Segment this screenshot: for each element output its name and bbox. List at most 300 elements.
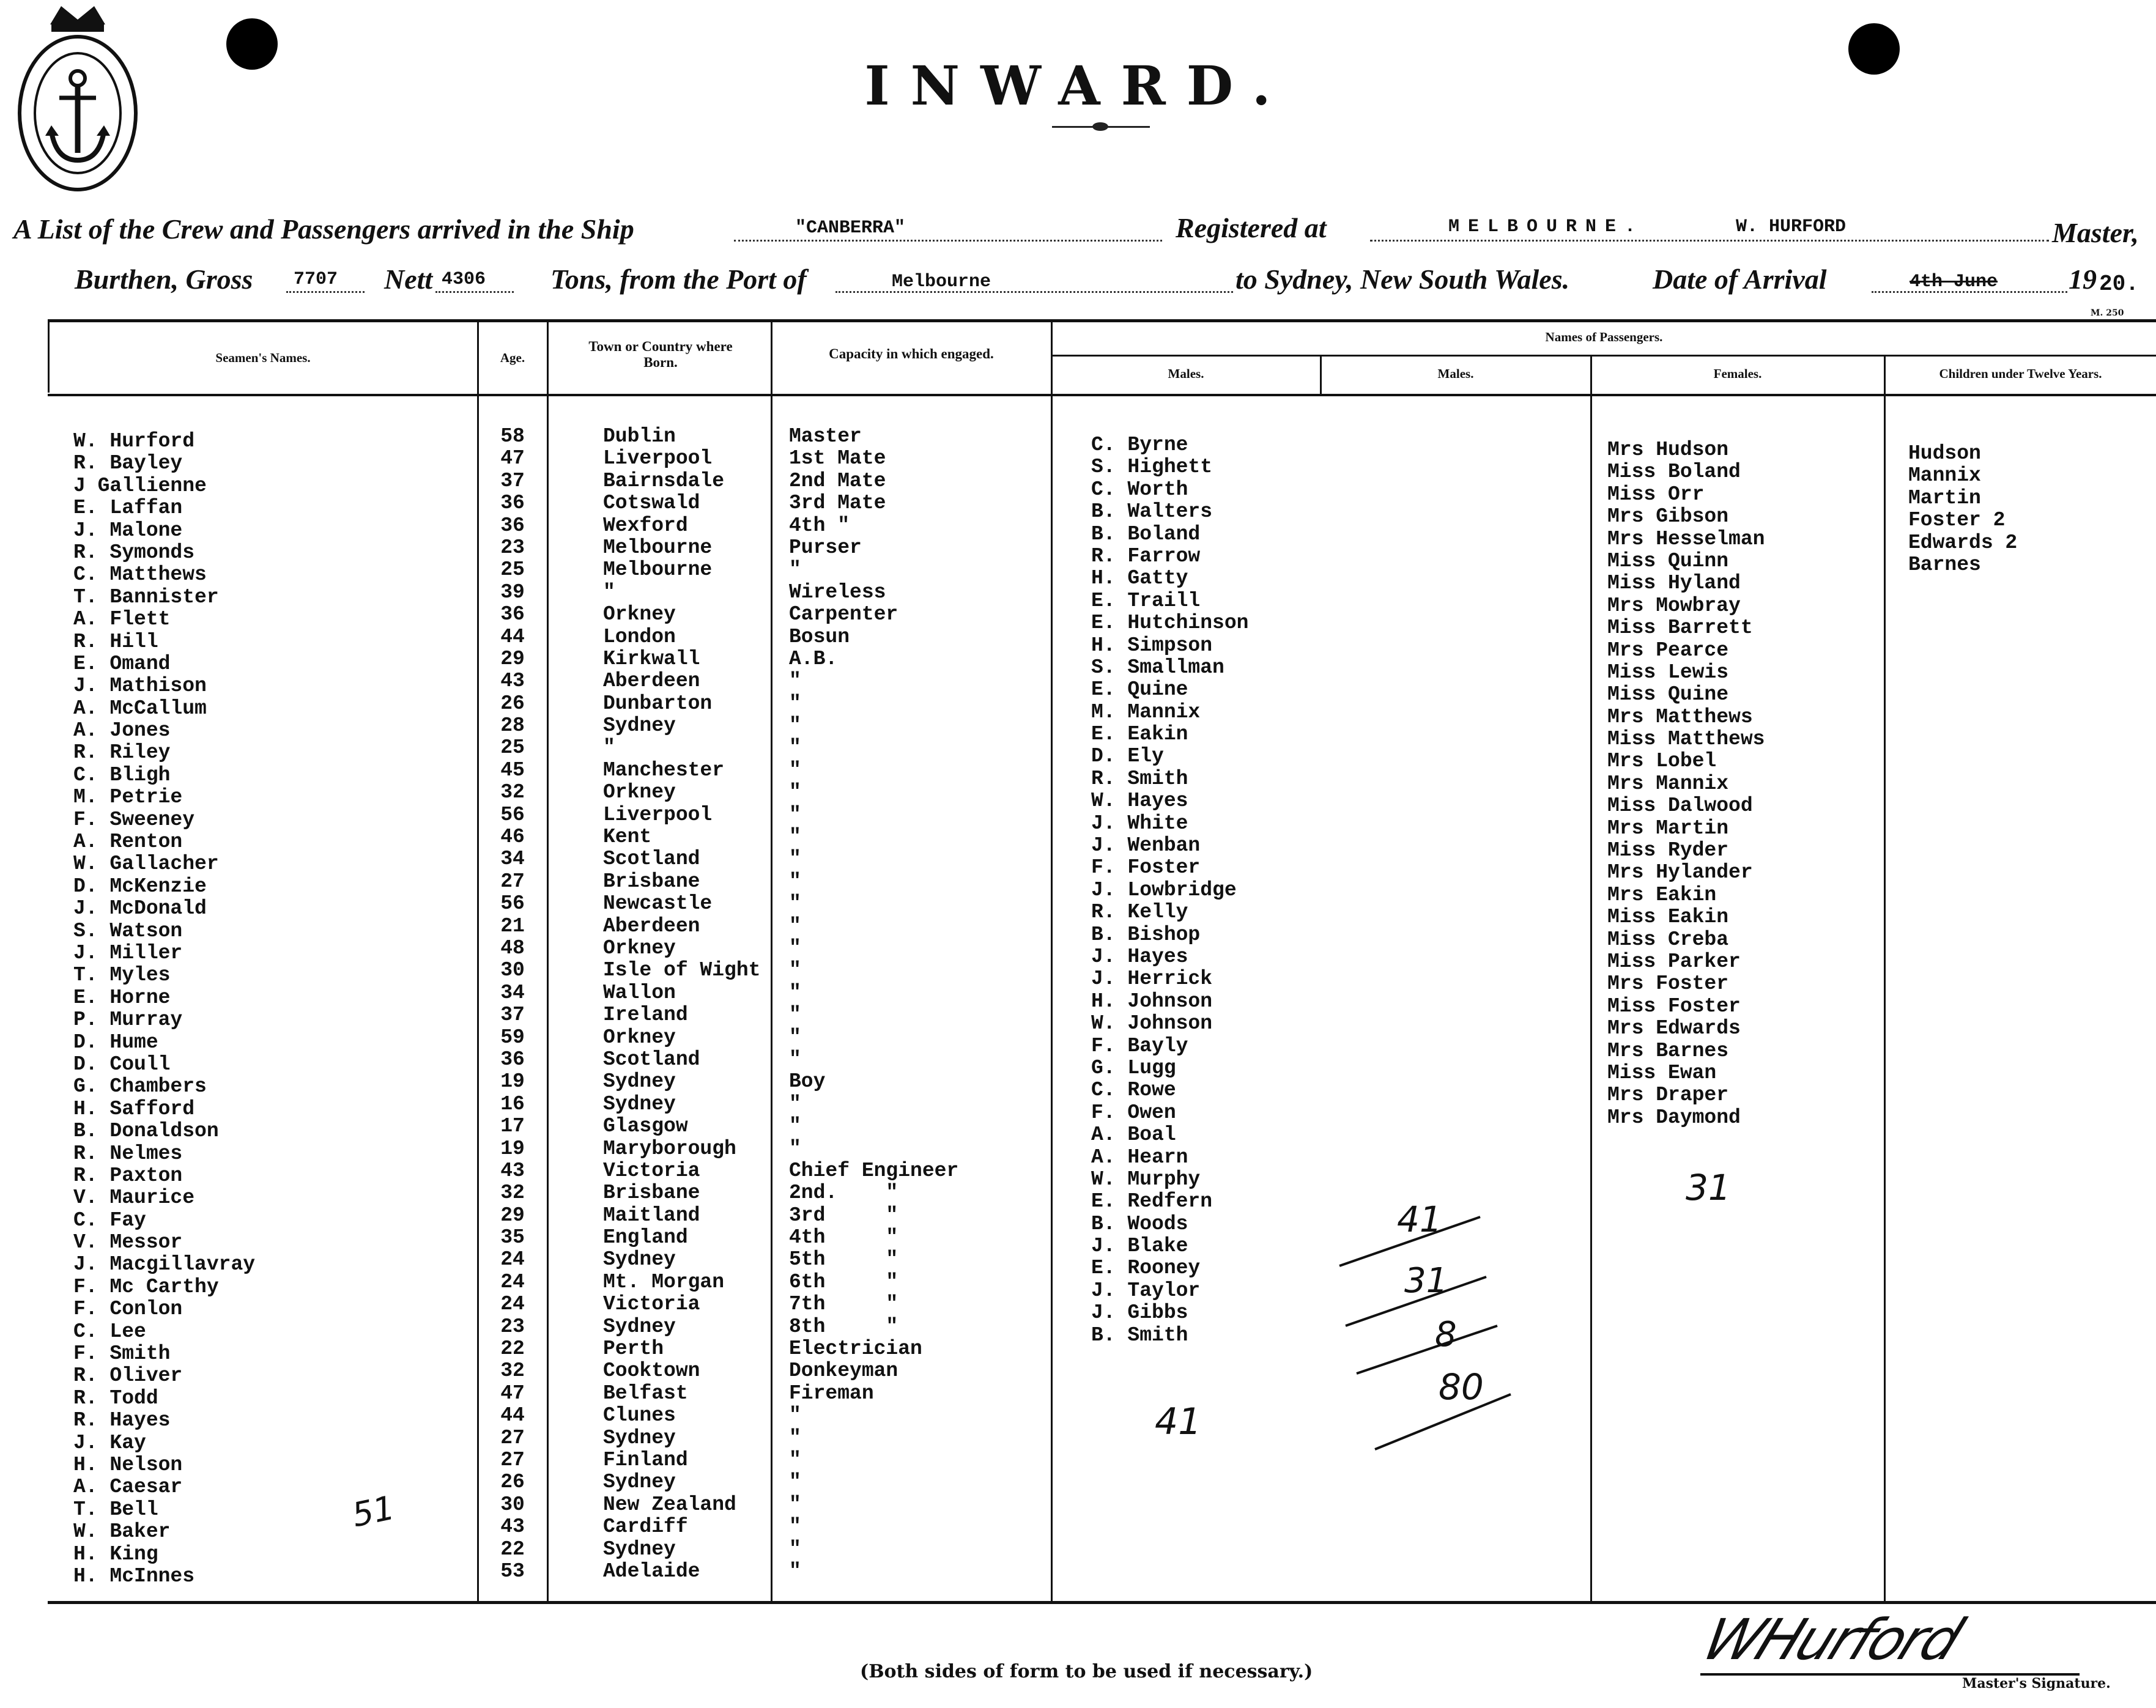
crew-capacity: " [789, 914, 801, 937]
crew-age: 23 [500, 1315, 525, 1338]
crew-birthplace: Sydney [603, 714, 676, 738]
male-passenger: J. Lowbridge [1091, 878, 1237, 901]
crew-birthplace: Orkney [603, 781, 676, 804]
female-passengers-column [1607, 439, 1765, 1129]
male-passenger: H. Simpson [1091, 634, 1213, 657]
capacity-header: Capacity in which engaged. [829, 346, 994, 361]
crew-age: 35 [500, 1226, 525, 1249]
female-passenger: Mrs Matthews [1607, 705, 1753, 728]
crew-name: T. Bell [73, 1498, 158, 1521]
male-passenger: E. Rooney [1091, 1257, 1201, 1280]
female-passenger: Miss Barrett [1607, 616, 1753, 640]
female-passenger: Mrs Lobel [1607, 750, 1717, 773]
crew-name: C. Matthews [73, 563, 207, 586]
crew-capacity: Chief Engineer [789, 1159, 959, 1182]
child-passenger: Mannix [1908, 464, 1981, 487]
males-header-2: Males. [1437, 366, 1474, 381]
child-passenger: Foster 2 [1908, 509, 2006, 532]
crew-capacity: " [789, 803, 801, 826]
born-header: Town or Country where Born. [588, 339, 733, 370]
crew-name: W. Hurford [73, 430, 195, 453]
crew-capacity: " [789, 781, 801, 804]
crew-birthplace: Adelaide [603, 1559, 700, 1583]
crew-name: R. Paxton [73, 1164, 183, 1187]
child-passenger: Hudson [1908, 442, 1981, 465]
crew-birthplace: Kirkwall [603, 647, 700, 670]
crew-birthplace: Sydney [603, 1092, 676, 1115]
crew-age: 17 [500, 1115, 525, 1138]
crew-capacity: Carpenter [789, 603, 898, 626]
male-passenger: E. Quine [1091, 678, 1188, 701]
crew-capacity: Fireman [789, 1381, 874, 1405]
crew-birthplace: Sydney [603, 1248, 676, 1271]
female-passenger: Mrs Hesselman [1607, 527, 1765, 550]
crew-name: W. Baker [73, 1520, 171, 1543]
table-top-rule [48, 319, 2156, 322]
crew-ages-column [478, 426, 547, 1583]
crew-capacity: Bosun [789, 625, 850, 648]
male-passenger: F. Bayly [1091, 1034, 1188, 1057]
crew-name: R. Hayes [73, 1409, 171, 1432]
crew-name: T. Myles [73, 964, 171, 987]
male-passenger: J. Blake [1091, 1235, 1188, 1258]
male-passenger: R. Farrow [1091, 544, 1201, 567]
burthen-label: Burthen, Gross [75, 264, 253, 295]
year-suffix: 20. [2099, 272, 2139, 297]
female-passenger: Mrs Edwards [1607, 1017, 1741, 1040]
crew-capacity: A.B. [789, 647, 838, 670]
crew-birthplace: Orkney [603, 1026, 676, 1049]
crew-birthplace: Scotland [603, 1048, 700, 1071]
crew-birthplace: " [603, 580, 615, 604]
male-passenger: H. Gatty [1091, 567, 1188, 590]
male-passengers-column [1091, 434, 1248, 1347]
female-passenger: Miss Creba [1607, 928, 1729, 951]
crew-birthplace: Victoria [603, 1159, 700, 1182]
crew-capacity: " [789, 1493, 801, 1516]
crew-birthplace: Ireland [603, 1004, 688, 1027]
crew-name: A. Renton [73, 830, 183, 854]
male-passenger: R. Smith [1091, 767, 1188, 790]
male-passenger: F. Owen [1091, 1101, 1176, 1124]
female-passenger: Miss Parker [1607, 950, 1741, 973]
female-passenger: Mrs Daymond [1607, 1106, 1741, 1129]
crew-capacity: " [789, 558, 801, 582]
crew-capacity: " [789, 1004, 801, 1027]
crew-birthplace: Victoria [603, 1293, 700, 1316]
crew-name: F. Sweeney [73, 808, 195, 831]
female-passenger: Miss Lewis [1607, 660, 1729, 684]
crew-name: F. Smith [73, 1342, 171, 1366]
crew-birthplace: Belfast [603, 1381, 688, 1405]
female-passenger: Mrs Barnes [1607, 1039, 1729, 1062]
crew-capacity: " [789, 848, 801, 871]
crew-capacity: " [789, 826, 801, 849]
crew-age: 27 [500, 870, 525, 893]
male-passenger: W. Hayes [1091, 789, 1188, 813]
male-passenger: G. Lugg [1091, 1056, 1176, 1079]
female-passenger: Mrs Hudson [1607, 438, 1729, 461]
crew-age: 36 [500, 492, 525, 515]
crew-capacity: " [789, 714, 801, 738]
male-passenger: W. Johnson [1091, 1012, 1213, 1035]
ship-name: "CANBERRA" [795, 218, 906, 238]
crew-age: 43 [500, 1159, 525, 1182]
crew-age: 47 [500, 447, 525, 470]
tally-4: 80 [1439, 1366, 1484, 1408]
male-passenger: C. Byrne [1091, 434, 1188, 456]
crew-name: R. Hill [73, 630, 158, 653]
registered-label: Registered at [1176, 212, 1327, 243]
crew-birthplace: Maitland [603, 1203, 700, 1227]
male-passenger: J. Gibbs [1091, 1301, 1188, 1325]
crew-birthplace: Finland [603, 1448, 688, 1471]
female-passenger: Miss Orr [1607, 482, 1705, 506]
crew-capacity: Purser [789, 536, 862, 559]
crew-total-note: 51 [349, 1488, 398, 1535]
crew-name: R. Nelmes [73, 1142, 183, 1165]
crew-capacity: " [789, 870, 801, 893]
crew-name: C. Bligh [73, 763, 171, 786]
crew-capacity: 2nd. " [789, 1181, 898, 1205]
crew-name: H. McInnes [73, 1564, 195, 1588]
child-passenger: Martin [1908, 486, 1981, 509]
crew-birthplace: Sydney [603, 1471, 676, 1494]
crew-name: F. Conlon [73, 1298, 183, 1321]
crew-capacity: 4th " [789, 514, 850, 537]
crew-age: 53 [500, 1559, 525, 1583]
male-passenger: B. Smith [1091, 1323, 1188, 1347]
crew-capacity: Wireless [789, 580, 886, 604]
crew-age: 30 [500, 1493, 525, 1516]
crew-birthplace: Sydney [603, 1426, 676, 1449]
male-passenger: B. Boland [1091, 522, 1201, 545]
footer-note: (Both sides of form to be used if necessary.) [860, 1661, 1313, 1682]
crew-age: 19 [500, 1137, 525, 1160]
crew-birthplace: Orkney [603, 603, 676, 626]
child-passenger: Barnes [1908, 553, 1981, 576]
female-passenger: Mrs Gibson [1607, 505, 1729, 528]
crew-age: 25 [500, 736, 525, 760]
crew-capacity: 3rd Mate [789, 492, 886, 515]
crew-birthplace: " [603, 736, 615, 760]
crew-birthplace: Aberdeen [603, 670, 700, 693]
crew-name: E. Omand [73, 652, 171, 675]
children-header: Children under Twelve Years. [1939, 366, 2102, 381]
crew-name: B. Donaldson [73, 1120, 219, 1143]
crew-age: 32 [500, 781, 525, 804]
child-passenger: Edwards 2 [1908, 531, 2018, 554]
crew-name: A. McCallum [73, 697, 207, 720]
female-passenger: Miss Quinn [1607, 549, 1729, 572]
crew-age: 29 [500, 647, 525, 670]
col-divider-4 [771, 319, 772, 1602]
crew-capacity: 3rd " [789, 1203, 898, 1227]
nett-tons: 4306 [442, 269, 486, 290]
male-passenger: E. Eakin [1091, 723, 1188, 746]
crew-age: 59 [500, 1026, 525, 1049]
crew-age: 16 [500, 1092, 525, 1115]
crew-birthplace: Orkney [603, 936, 676, 959]
crew-name: E. Laffan [73, 497, 183, 520]
crew-age: 34 [500, 981, 525, 1004]
gross-line [286, 291, 365, 293]
crew-birthplace: London [603, 625, 676, 648]
male-passenger: M. Mannix [1091, 700, 1201, 723]
crew-name: H. King [73, 1542, 158, 1566]
tally-3: 8 [1435, 1315, 1457, 1355]
crew-name: J. Miller [73, 941, 183, 964]
crew-age: 45 [500, 758, 525, 782]
crew-age: 37 [500, 469, 525, 492]
crew-age: 29 [500, 1203, 525, 1227]
crew-birthplace: Sydney [603, 1315, 676, 1338]
crew-name: C. Fay [73, 1208, 146, 1232]
crew-age: 56 [500, 892, 525, 915]
form-number: M. 250 [2091, 308, 2124, 318]
crew-age: 26 [500, 1471, 525, 1494]
crew-birthplace: Brisbane [603, 870, 700, 893]
crew-birthplace: Isle of Wight [603, 959, 761, 982]
age-header: Age. [500, 350, 525, 365]
female-passenger: Miss Foster [1607, 994, 1741, 1018]
crew-age: 30 [500, 959, 525, 982]
crew-name: J Gallienne [73, 474, 207, 497]
page-title: INWARD. [864, 54, 1292, 117]
crew-capacity: Donkeyman [789, 1359, 898, 1383]
crew-birthplace: Manchester [603, 758, 725, 782]
col-divider-7 [1590, 356, 1592, 1602]
crew-name: J. Malone [73, 519, 183, 542]
crew-names-column [73, 431, 255, 1588]
crew-age: 23 [500, 536, 525, 559]
col-divider-5 [1051, 319, 1053, 1602]
crew-capacity: " [789, 736, 801, 760]
crew-name: D. Hume [73, 1030, 158, 1054]
crew-capacity: 7th " [789, 1293, 898, 1316]
crew-birthplace: Sydney [603, 1537, 676, 1561]
crew-birthplace: Mt. Morgan [603, 1270, 725, 1293]
crew-capacity: " [789, 1537, 801, 1561]
crew-age: 34 [500, 848, 525, 871]
crew-age: 39 [500, 580, 525, 604]
crew-age: 22 [500, 1337, 525, 1361]
male-passenger: C. Rowe [1091, 1079, 1176, 1102]
crew-capacity: " [789, 692, 801, 715]
crew-name: E. Horne [73, 986, 171, 1009]
female-passenger: Miss Hyland [1607, 572, 1741, 595]
crew-name: J. Mathison [73, 675, 207, 698]
crew-birthplace: Scotland [603, 848, 700, 871]
crew-birthplace: Brisbane [603, 1181, 700, 1205]
nett-label: Nett [384, 264, 433, 295]
crew-age: 27 [500, 1448, 525, 1471]
crew-birthplace: Cardiff [603, 1515, 688, 1539]
crew-capacity: " [789, 1115, 801, 1138]
crew-birthplace: Glasgow [603, 1115, 688, 1138]
crew-birthplace: Cooktown [603, 1359, 700, 1383]
male-passenger: E. Redfern [1091, 1190, 1213, 1213]
female-passenger: Miss Matthews [1607, 728, 1765, 751]
master-name: W. HURFORD [1736, 216, 1847, 237]
crew-capacity: " [789, 1448, 801, 1471]
crew-name: R. Symonds [73, 541, 195, 564]
crew-capacity: Boy [789, 1070, 826, 1093]
female-passenger: Miss Dalwood [1607, 794, 1753, 818]
crew-age: 37 [500, 1004, 525, 1027]
crew-birthplace: Clunes [603, 1404, 676, 1427]
line1-prefix: A List of the Crew and Passengers arrived in the Ship [13, 213, 634, 245]
crew-capacity: " [789, 1515, 801, 1539]
female-passenger: Miss Quine [1607, 683, 1729, 706]
male-passenger: S. Smallman [1091, 656, 1224, 679]
crew-name: J. Macgillavray [73, 1253, 256, 1276]
col-divider-3 [547, 319, 549, 1602]
crew-capacity: " [789, 981, 801, 1004]
male-passenger: A. Hearn [1091, 1145, 1188, 1169]
crew-age: 24 [500, 1270, 525, 1293]
crew-name: J. McDonald [73, 897, 207, 920]
crew-capacity: 5th " [789, 1248, 898, 1271]
male-passenger: J. White [1091, 811, 1188, 835]
crew-capacity: 4th " [789, 1226, 898, 1249]
crew-birthplace: Perth [603, 1337, 664, 1361]
crew-name: H. Nelson [73, 1453, 183, 1476]
crew-age: 36 [500, 603, 525, 626]
signature-label: Master's Signature. [1962, 1676, 2111, 1691]
crew-name: J. Kay [73, 1431, 146, 1454]
crew-name: A. Jones [73, 719, 171, 742]
male-passenger: J. Hayes [1091, 945, 1188, 968]
crew-born-column [603, 426, 760, 1583]
male-passenger: E. Hutchinson [1091, 612, 1249, 635]
crew-capacity: " [789, 1426, 801, 1449]
table-header-rule [48, 394, 2156, 396]
nett-line [435, 291, 514, 293]
crew-age: 27 [500, 1426, 525, 1449]
male-passenger: H. Johnson [1091, 989, 1213, 1013]
male-passenger: J. Wenban [1091, 834, 1201, 857]
crew-birthplace: Bairnsdale [603, 469, 725, 492]
registered-port: MELBOURNE. [1448, 216, 1645, 237]
crew-name: C. Lee [73, 1320, 146, 1343]
crew-capacity: " [789, 892, 801, 915]
crew-age: 24 [500, 1293, 525, 1316]
crew-capacity: Electrician [789, 1337, 922, 1361]
crew-capacity: " [789, 1137, 801, 1160]
crew-birthplace: Melbourne [603, 558, 713, 582]
crew-capacity: " [789, 1559, 801, 1583]
crew-birthplace: Liverpool [603, 447, 713, 470]
male-passenger: E. Traill [1091, 589, 1201, 612]
crew-age: 36 [500, 514, 525, 537]
crew-capacity-column [789, 426, 958, 1583]
passengers-header: Names of Passengers. [1545, 330, 1663, 344]
registered-line [1370, 240, 2049, 242]
crew-birthplace: Melbourne [603, 536, 713, 559]
crew-name: R. Oliver [73, 1364, 183, 1388]
male-passenger: W. Murphy [1091, 1167, 1201, 1191]
seamen-header: Seamen's Names. [215, 350, 311, 365]
crew-capacity: " [789, 1026, 801, 1049]
crew-name: D. Coull [73, 1052, 171, 1076]
crew-birthplace: England [603, 1226, 688, 1249]
female-passenger: Miss Eakin [1607, 906, 1729, 929]
crew-birthplace: Dublin [603, 425, 676, 448]
crew-age: 26 [500, 692, 525, 715]
male-passenger: R. Kelly [1091, 901, 1188, 924]
crew-capacity: " [789, 936, 801, 959]
crew-name: A. Caesar [73, 1476, 183, 1499]
crew-name: G. Chambers [73, 1075, 207, 1098]
crew-name: V. Messor [73, 1231, 183, 1254]
female-passenger: Mrs Eakin [1607, 883, 1717, 906]
arrival-label: Date of Arrival [1653, 264, 1827, 295]
crew-name: R. Todd [73, 1386, 158, 1410]
title-rule [1052, 126, 1150, 128]
crew-age: 56 [500, 803, 525, 826]
crew-capacity: 6th " [789, 1270, 898, 1293]
crew-age: 22 [500, 1537, 525, 1561]
crew-name: M. Petrie [73, 786, 183, 809]
crew-capacity: " [789, 1404, 801, 1427]
ship-name-line [734, 240, 1162, 242]
crew-name: V. Maurice [73, 1186, 195, 1210]
crew-name: R. Bayley [73, 452, 183, 475]
gross-tons: 7707 [294, 269, 338, 290]
female-passenger: Mrs Mowbray [1607, 594, 1741, 617]
crew-age: 21 [500, 914, 525, 937]
female-passenger: Mrs Draper [1607, 1084, 1729, 1107]
crew-name: F. Mc Carthy [73, 1275, 219, 1298]
crew-age: 46 [500, 826, 525, 849]
tons-label: Tons, from the Port of [550, 264, 807, 295]
female-passenger: Miss Ewan [1607, 1061, 1717, 1084]
crew-age: 32 [500, 1181, 525, 1205]
females-total-note: 31 [1686, 1167, 1731, 1208]
tally-1: 41 [1397, 1199, 1442, 1240]
crew-age: 32 [500, 1359, 525, 1383]
arrival-date: 4th June [1910, 272, 1998, 292]
crew-birthplace: Dunbarton [603, 692, 713, 715]
crew-birthplace: Liverpool [603, 803, 713, 826]
male-passenger: B. Bishop [1091, 923, 1201, 946]
crew-age: 28 [500, 714, 525, 738]
crew-capacity: " [789, 959, 801, 982]
female-passenger: Miss Boland [1607, 460, 1741, 484]
female-passenger: Mrs Martin [1607, 816, 1729, 840]
crew-age: 44 [500, 625, 525, 648]
female-passenger: Mrs Mannix [1607, 772, 1729, 795]
male-passenger: D. Ely [1091, 745, 1164, 768]
master-signature: WHurford [1693, 1607, 1970, 1673]
to-label: to Sydney, New South Wales. [1235, 264, 1570, 295]
crew-birthplace: Sydney [603, 1070, 676, 1093]
crew-capacity: Master [789, 425, 862, 448]
children-column [1908, 443, 2017, 576]
male-passenger: S. Highett [1091, 456, 1213, 479]
crew-age: 24 [500, 1248, 525, 1271]
male-passenger: F. Foster [1091, 856, 1201, 879]
crew-name: A. Flett [73, 608, 171, 631]
female-passenger: Mrs Hylander [1607, 861, 1753, 884]
crew-birthplace: Aberdeen [603, 914, 700, 937]
crew-name: P. Murray [73, 1008, 183, 1032]
crew-birthplace: Maryborough [603, 1137, 736, 1160]
crew-birthplace: Newcastle [603, 892, 713, 915]
seal-text [0, 0, 1, 1]
crew-birthplace: New Zealand [603, 1493, 736, 1516]
